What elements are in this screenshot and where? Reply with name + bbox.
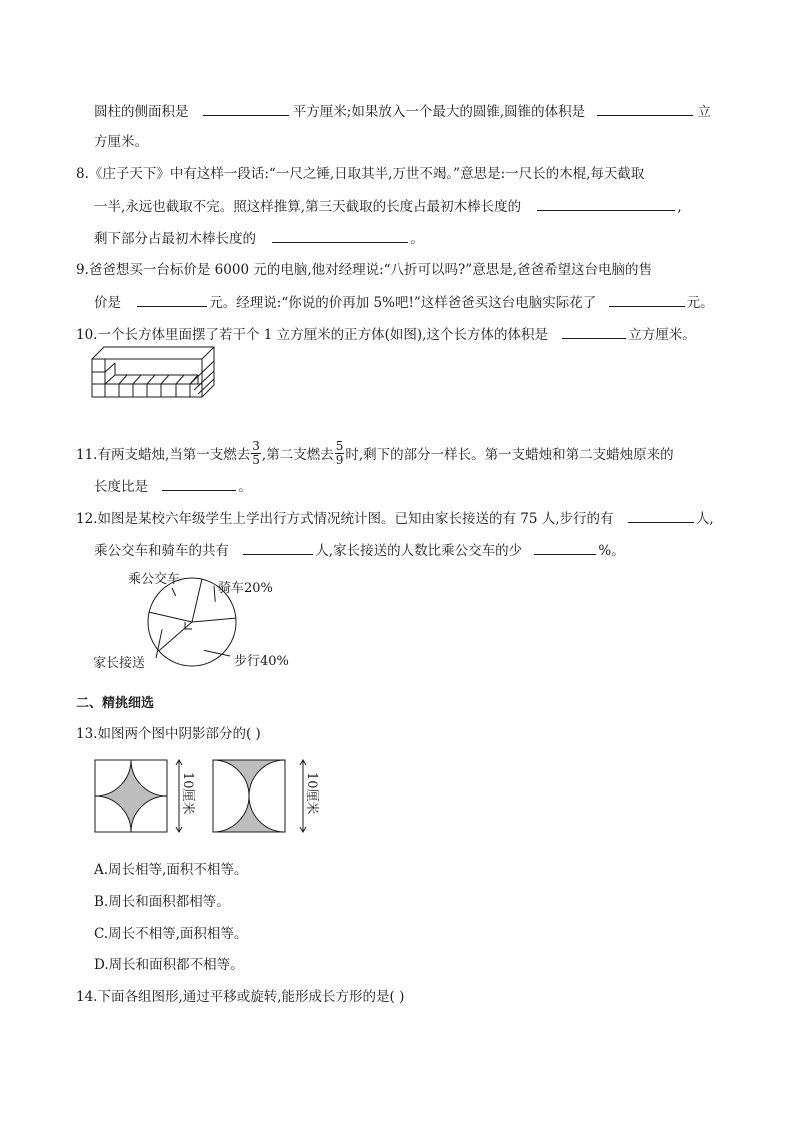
q13-figure-right [213,760,328,840]
q13-figure-left [95,760,210,840]
q13-option-a[interactable]: A.周长相等,面积不相等。 [94,862,248,878]
pie-label-骑车: 骑车20% [218,581,273,596]
q8-blank-2[interactable] [272,228,408,243]
q7-blank-1[interactable] [203,101,289,116]
q9-blank-1[interactable] [137,292,207,307]
q11-line2: 长度比是 。 [94,476,252,497]
pie-label-家长接送: 家长接送 [93,656,146,671]
pie-label-步行: 步行40% [234,654,289,669]
q10-blank[interactable] [562,324,626,339]
q13-option-b[interactable]: B.周长和面积都相等。 [94,894,230,910]
q11-blank[interactable] [162,476,236,491]
q9-line2: 价是 元。经理说:“你说的价再加 5%吧!”这样爸爸买这台电脑实际花了 元。 [94,292,714,313]
q10-line: 10.一个长方体里面摆了若干个 1 立方厘米的正方体(如图),这个长方体的体积是 立方厘米。 [76,324,696,345]
q12-line2: 乘公交车和骑车的共有 人,家长接送的人数比乘公交车的少 %。 [94,540,625,561]
q13-dim-left: 10厘米 [180,772,195,815]
q8-line3: 剩下部分占最初木棒长度的 。 [94,228,424,249]
q13-option-c[interactable]: C.周长不相等,面积相等。 [94,926,248,942]
q13-dim-right: 10厘米 [304,772,319,815]
q14-stem: 14.下面各组图形,通过平移或旋转,能形成长方形的是( ) [76,989,405,1005]
travel-mode-pie-chart [90,570,300,675]
q12-blank-3[interactable] [534,540,596,555]
section-2-title: 二、精挑细选 [76,696,155,711]
pie-leader-步行 [204,650,230,656]
pie-radius-4 [149,612,192,622]
q11-line1: 11.有两支蜡烛,当第一支燃去 $\frac{3}{5}$ ,第二支燃去 $\frac{5}{9}$ 时,剩下的部分一样长。第一支蜡烛和第二支蜡烛原来的 [76,439,674,467]
pie-leader-骑车 [214,586,215,602]
pie-radius-2 [192,618,236,622]
q7-blank-2[interactable] [597,101,693,116]
q12-blank-1[interactable] [628,508,694,523]
q9-line1: 9.爸爸想买一台标价是 6000 元的电脑,他对经理说:“八折可以吗?”意思是,爸爸希望这台电脑的售 [76,262,652,278]
pie-leader-乘公交车 [172,588,176,596]
q8-line2: 一半,永远也截取不完。照这样推算,第三天截取的长度占最初木棒长度的 , [94,196,682,217]
q8-blank-1[interactable] [537,196,675,211]
q7-line2: 方厘米。 [94,134,148,150]
pie-radius-3 [159,622,192,651]
q8-line1: 8.《庄子天下》中有这样一段话:“一尺之锤,日取其半,万世不竭。”意思是:一尺长的木棍,每天截取 [76,166,645,182]
cuboid-figure [90,345,225,400]
q7-line1: 圆柱的侧面积是 平方厘米;如果放入一个最大的圆锥,圆锥的体积是 立 [94,101,711,122]
fraction-three-fifths: $\frac{3}{5}$ [252,439,260,467]
q12-line1: 12.如图是某校六年级学生上学出行方式情况统计图。已知由家长接送的有 75 人,步行的有 人, [76,508,714,529]
q13-stem: 13.如图两个图中阴影部分的( ) [76,726,261,742]
pie-label-乘公交车: 乘公交车 [128,572,181,587]
fraction-five-ninths: $\frac{5}{9}$ [335,439,344,467]
pie-radius-1 [192,579,202,622]
q9-blank-2[interactable] [609,292,685,307]
q12-blank-2[interactable] [243,540,313,555]
q13-option-d[interactable]: D.周长和面积都不相等。 [94,957,244,973]
